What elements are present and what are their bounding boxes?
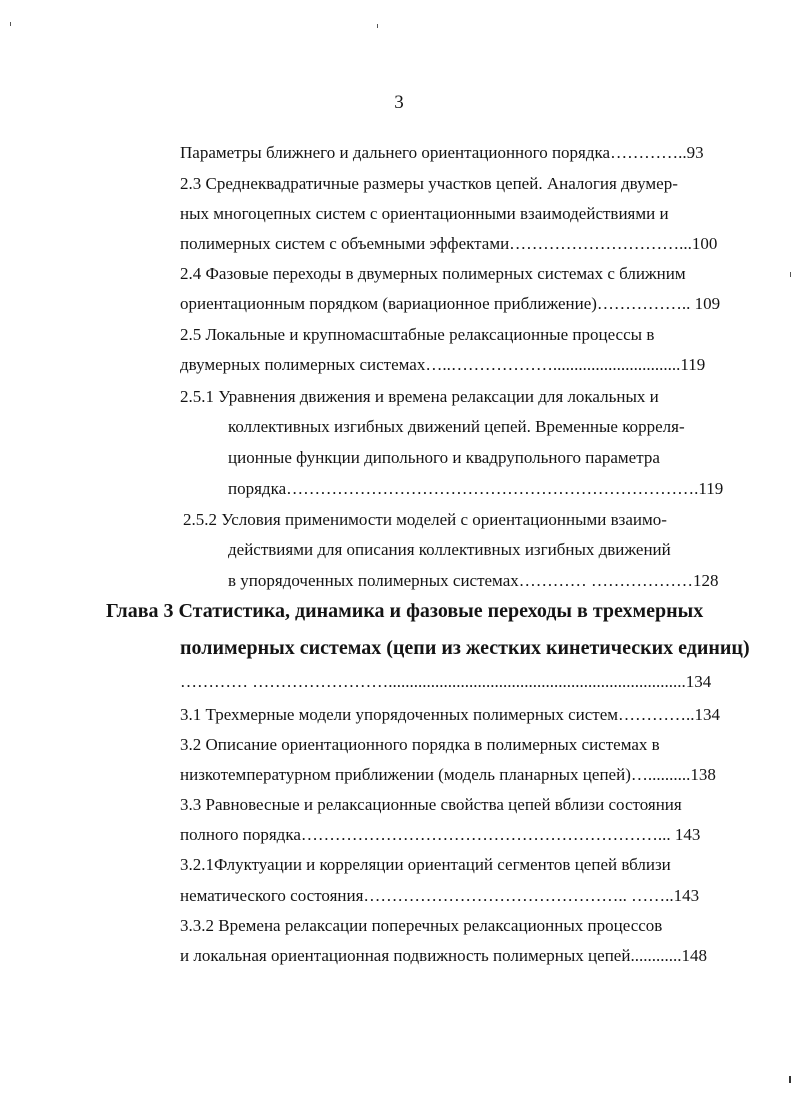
toc-entry-line: 3.2 Описание ориентационного порядка в полимерных системах в xyxy=(180,735,660,754)
toc-entry-line: и локальная ориентационная подвижность полимерных цепей............148 xyxy=(180,946,707,965)
chapter-heading: полимерных системах (цепи из жестких кинетических единиц) xyxy=(180,637,750,659)
toc-entry-line: в упорядоченных полимерных системах………… ………………128 xyxy=(228,571,719,590)
toc-entry-line: 3.1 Трехмерные модели упорядоченных полимерных систем…………..134 xyxy=(180,705,721,724)
toc-entry-line: низкотемпературном приближении (модель планарных цепей)…..........138 xyxy=(180,765,716,784)
toc-entry-line: нематического состояния……………………………………….. ……..143 xyxy=(180,886,700,905)
toc-entry-line: действиями для описания коллективных изгибных движений xyxy=(228,540,671,559)
toc-entry-line: 2.4 Фазовые переходы в двумерных полимерных системах с ближним xyxy=(180,264,686,283)
toc-entry-line: двумерных полимерных системах…..………………..............................119 xyxy=(180,355,706,374)
page-number: 3 xyxy=(394,92,404,113)
scan-speck xyxy=(10,22,11,26)
scan-speck xyxy=(377,24,378,28)
toc-entry-line: полного порядка………………………………………………………... 143 xyxy=(180,825,701,844)
toc-entry-line: 2.5.1 Уравнения движения и времена релаксации для локальных и xyxy=(180,387,659,406)
toc-entry-line: ориентационным порядком (вариационное приближение)…………….. 109 xyxy=(180,294,721,313)
toc-entry-line: полимерных систем с объемными эффектами…………………………...100 xyxy=(180,234,718,253)
scan-speck xyxy=(790,272,791,277)
toc-entry-line: порядка……………………………………………………………….119 xyxy=(228,479,724,498)
toc-entry-line: Параметры ближнего и дальнего ориентационного порядка…………..93 xyxy=(180,143,704,162)
toc-entry-line: 2.5.2 Условия применимости моделей с ориентационными взаимо- xyxy=(183,510,667,529)
toc-entry-line: 3.3.2 Времена релаксации поперечных релаксационных процессов xyxy=(180,916,663,935)
scan-speck xyxy=(789,1076,791,1083)
chapter-heading: Глава 3 Статистика, динамика и фазовые переходы в трехмерных xyxy=(106,600,704,622)
toc-entry-line: 3.2.1Флуктуации и корреляции ориентаций сегментов цепей вблизи xyxy=(180,855,671,874)
toc-entry-line: 2.5 Локальные и крупномасштабные релаксационные процессы в xyxy=(180,325,655,344)
toc-entry-line: коллективных изгибных движений цепей. Временные корреля- xyxy=(228,417,685,436)
toc-entry-line: 2.3 Среднеквадратичные размеры участков цепей. Аналогия двумер- xyxy=(180,174,678,193)
toc-entry-line: ционные функции дипольного и квадрупольного параметра xyxy=(228,448,660,467)
toc-entry-line: ных многоцепных систем с ориентационными взаимодействиями и xyxy=(180,204,669,223)
toc-entry-line: ………… ……………………......................................................................134 xyxy=(180,672,712,691)
toc-entry-line: 3.3 Равновесные и релаксационные свойства цепей вблизи состояния xyxy=(180,795,682,814)
